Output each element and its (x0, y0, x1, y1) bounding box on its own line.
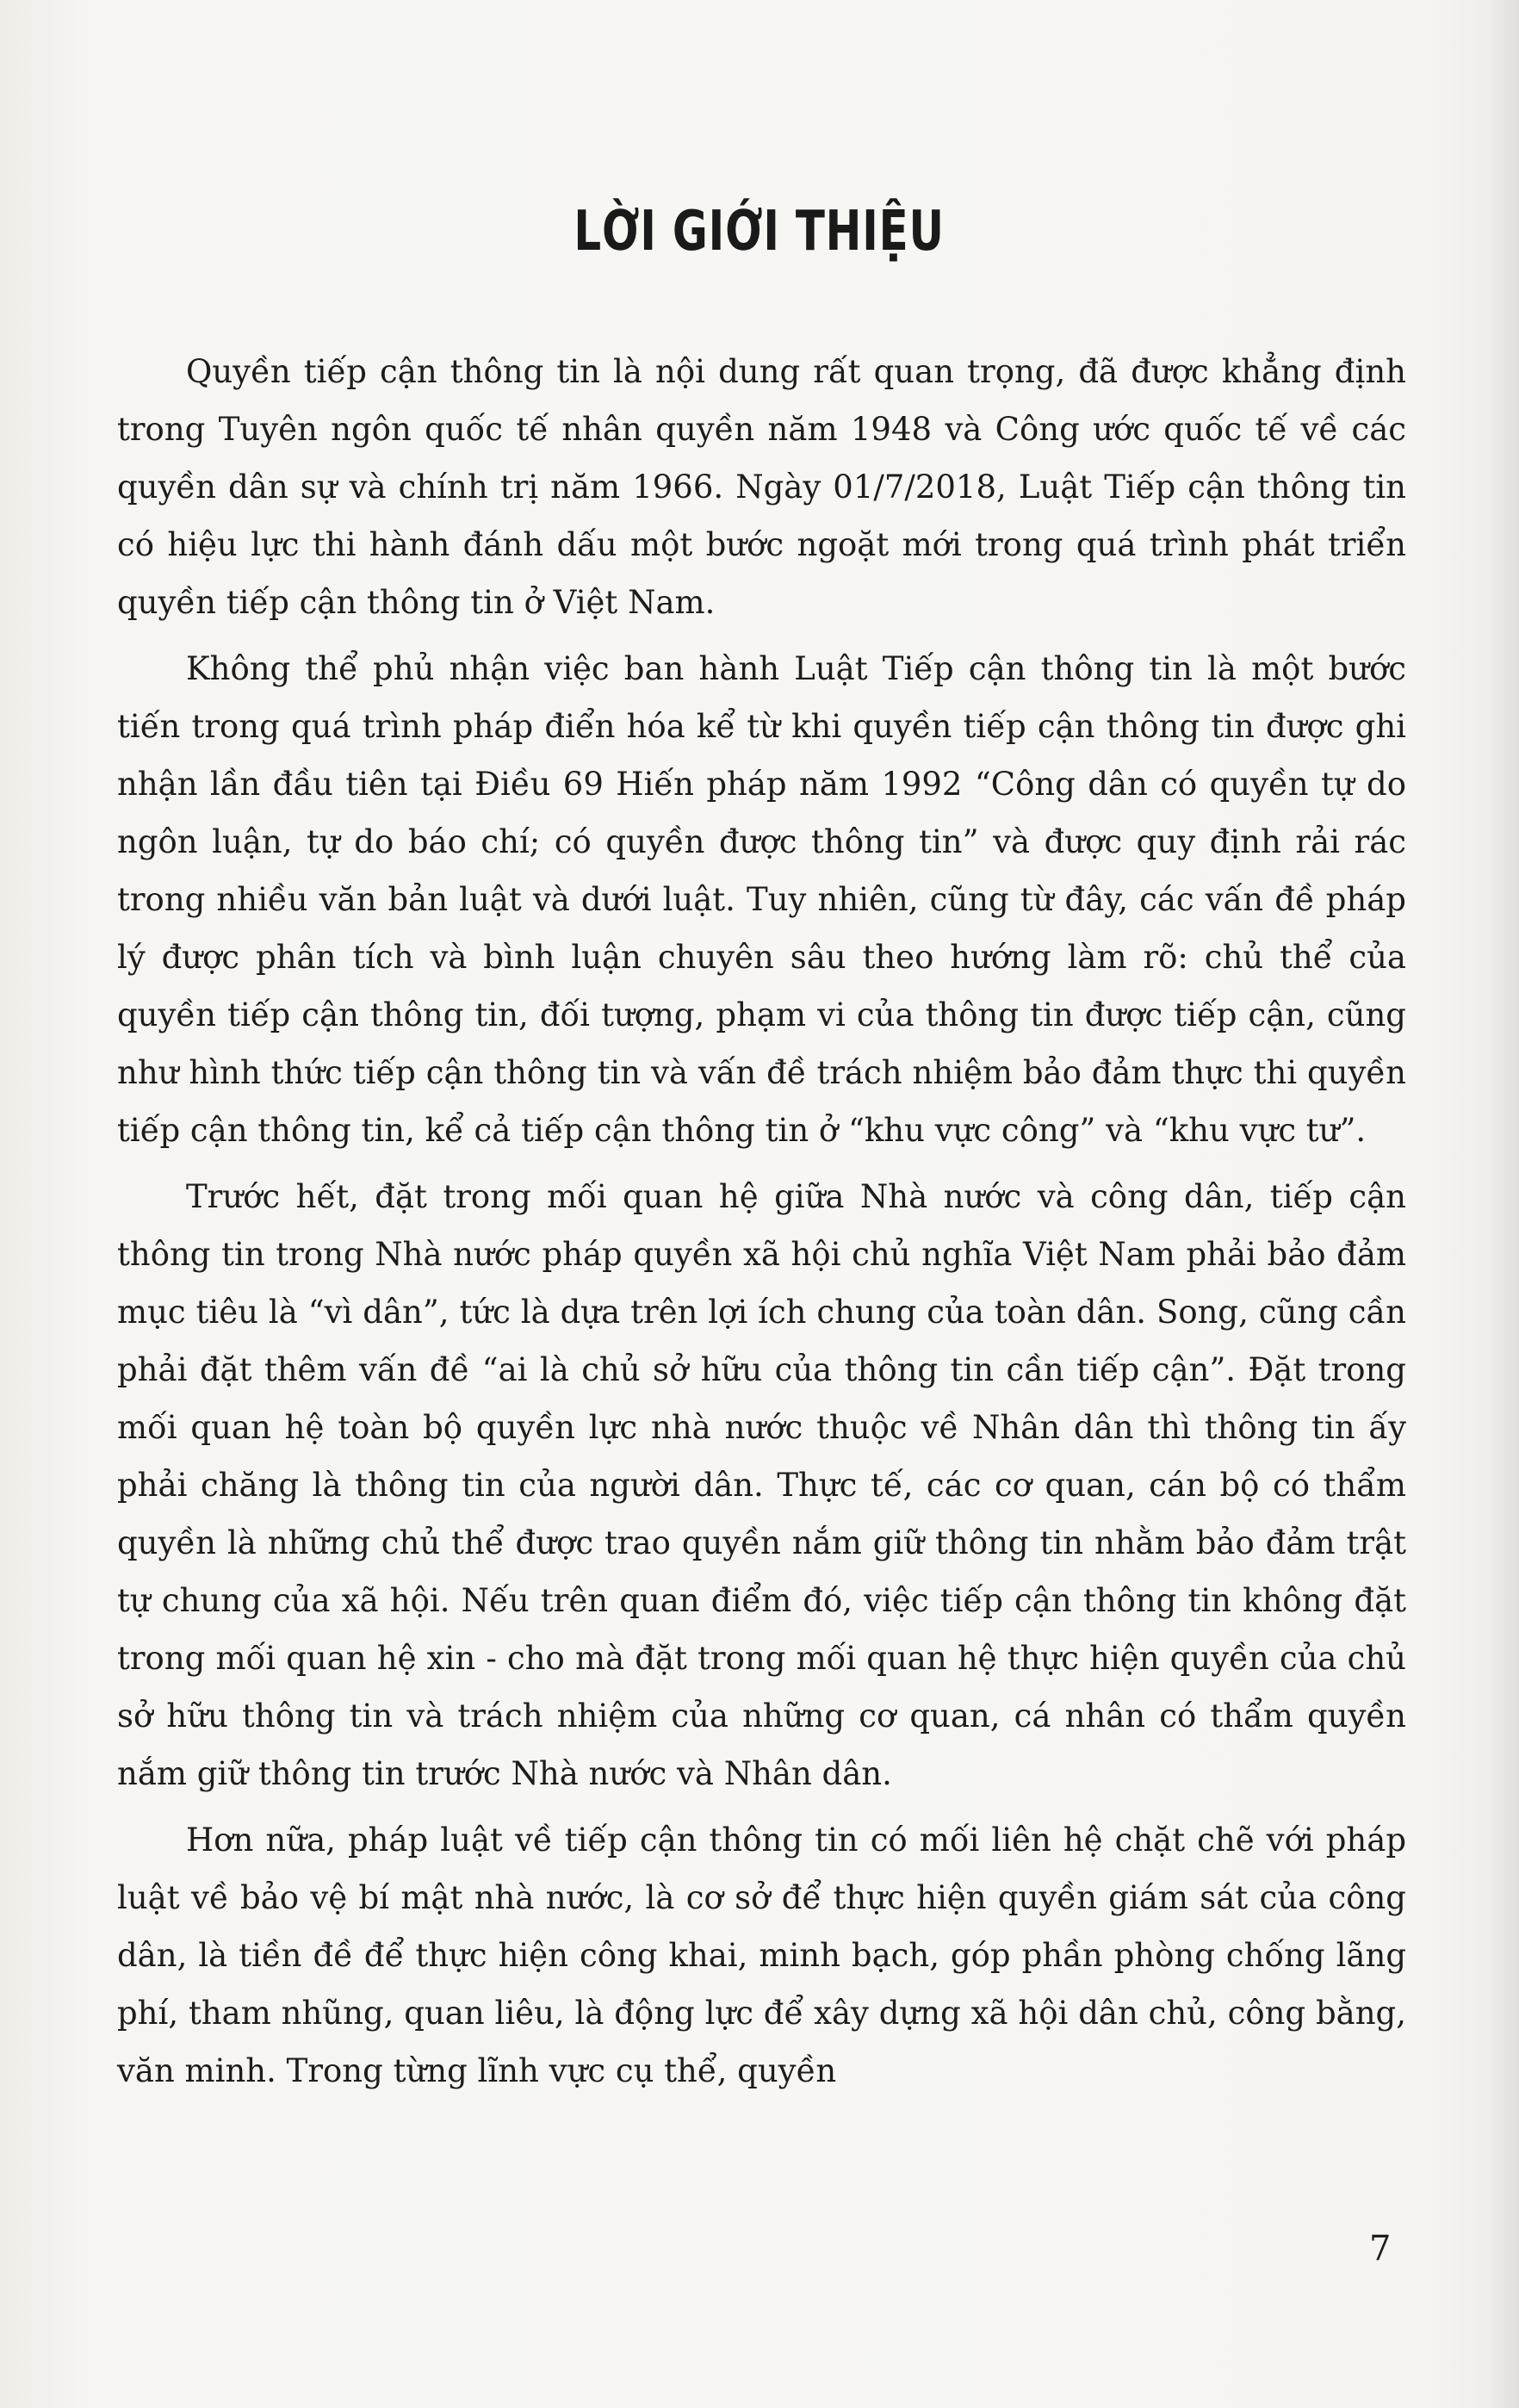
paragraph-1: Quyền tiếp cận thông tin là nội dung rất quan trọng, đã được khẳng định trong Tuyên ngôn quốc tế nhân quyền năm 1948 và Công ước quốc tế về các quyền dân sự và chính trị năm 1966. Ngày 01/7/2018, Luật Tiếp cận thông tin có hiệu lực thi hành đánh dấu một bước ngoặt mới trong quá trình phát triển quyền tiếp cận thông tin ở Việt Nam. (117, 353, 1406, 621)
paragraph-4: Hơn nữa, pháp luật về tiếp cận thông tin có mối liên hệ chặt chẽ với pháp luật về bảo vệ bí mật nhà nước, là cơ sở để thực hiện quyền giám sát của công dân, là tiền đề để thực hiện công khai, minh bạch, góp phần phòng chống lãng phí, tham nhũng, quan liêu, là động lực để xây dựng xã hội dân chủ, công bằng, văn minh. Trong từng lĩnh vực cụ thể, quyền (117, 1822, 1406, 2089)
page-title: LỜI GIỚI THIỆU (574, 200, 945, 264)
page-edge-shadow (1488, 0, 1519, 2408)
body-text (117, 343, 1406, 2108)
paragraph-3: Trước hết, đặt trong mối quan hệ giữa Nhà nước và công dân, tiếp cận thông tin trong Nhà nước pháp quyền xã hội chủ nghĩa Việt Nam phải bảo đảm mục tiêu là “vì dân”, tức là dựa trên lợi ích chung của toàn dân. Song, cũng cần phải đặt thêm vấn đề “ai là chủ sở hữu của thông tin cần tiếp cận”. Đặt trong mối quan hệ toàn bộ quyền lực nhà nước thuộc về Nhân dân thì thông tin ấy phải chăng là thông tin của người dân. Thực tế, các cơ quan, cán bộ có thẩm quyền là những chủ thể được trao quyền nắm giữ thông tin nhằm bảo đảm trật tự chung của xã hội. Nếu trên quan điểm đó, việc tiếp cận thông tin không đặt trong mối quan hệ xin - cho mà đặt trong mối quan hệ thực hiện quyền của chủ sở hữu thông tin và trách nhiệm của những cơ quan, cá nhân có thẩm quyền nắm giữ thông tin trước Nhà nước và Nhân dân. (117, 1178, 1406, 1792)
paragraph-2: Không thể phủ nhận việc ban hành Luật Tiếp cận thông tin là một bước tiến trong quá trình pháp điển hóa kể từ khi quyền tiếp cận thông tin được ghi nhận lần đầu tiên tại Điều 69 Hiến pháp năm 1992 “Công dân có quyền tự do ngôn luận, tự do báo chí; có quyền được thông tin” và được quy định rải rác trong nhiều văn bản luật và dưới luật. Tuy nhiên, cũng từ đây, các vấn đề pháp lý được phân tích và bình luận chuyên sâu theo hướng làm rõ: chủ thể của quyền tiếp cận thông tin, đối tượng, phạm vi của thông tin được tiếp cận, cũng như hình thức tiếp cận thông tin và vấn đề trách nhiệm bảo đảm thực thi quyền tiếp cận thông tin, kể cả tiếp cận thông tin ở “khu vực công” và “khu vực tư”. (117, 650, 1406, 1149)
page-number: 7 (1369, 2229, 1392, 2268)
